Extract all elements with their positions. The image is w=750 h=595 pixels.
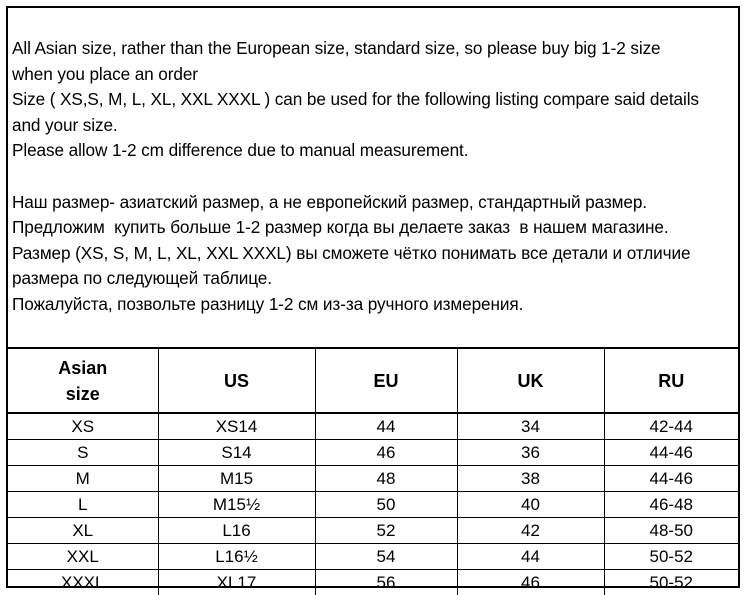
- table-row: [8, 413, 738, 440]
- russian-note-line: Пожалуйста, позвольте разницу 1-2 см из-за ручного измерения.: [12, 292, 736, 318]
- russian-note-line: Предложим купить больше 1-2 размер когда вы делаете заказ в нашем магазине.: [12, 215, 736, 241]
- notes-spacer: [12, 164, 736, 190]
- size-notes: [12, 36, 736, 318]
- cell-ru: 50-52: [604, 544, 738, 570]
- cell-us: XL17: [158, 570, 315, 595]
- cell-ru: 44-46: [604, 466, 738, 492]
- header-ru: RU: [604, 348, 738, 413]
- russian-note-line: Наш размер- азиатский размер, а не европейский размер, стандартный размер.: [12, 190, 736, 216]
- cell-eu: 44: [315, 413, 457, 440]
- header-uk: UK: [457, 348, 604, 413]
- size-chart-frame: [6, 6, 740, 588]
- cell-eu: 56: [315, 570, 457, 595]
- cell-ru: 46-48: [604, 492, 738, 518]
- english-note-line: and your size.: [12, 113, 736, 139]
- cell-eu: 54: [315, 544, 457, 570]
- english-note-line: Size ( XS,S, M, L, XL, XXL XXXL ) can be used for the following listing compare said details: [12, 87, 736, 113]
- cell-eu: 50: [315, 492, 457, 518]
- table-row: [8, 518, 738, 544]
- cell-us: XS14: [158, 413, 315, 440]
- cell-asian: XXL: [8, 544, 158, 570]
- russian-note-line: Размер (XS, S, M, L, XL, XXL XXXL) вы сможете чётко понимать все детали и отличие: [12, 241, 736, 267]
- cell-ru: 48-50: [604, 518, 738, 544]
- cell-ru: 50-52: [604, 570, 738, 595]
- table-row: [8, 544, 738, 570]
- cell-ru: 44-46: [604, 440, 738, 466]
- english-note-line: Please allow 1-2 cm difference due to manual measurement.: [12, 138, 736, 164]
- cell-uk: 36: [457, 440, 604, 466]
- english-note-line: when you place an order: [12, 62, 736, 88]
- table-row: [8, 492, 738, 518]
- table-row: [8, 570, 738, 595]
- cell-uk: 44: [457, 544, 604, 570]
- header-us: US: [158, 348, 315, 413]
- cell-uk: 34: [457, 413, 604, 440]
- cell-us: L16½: [158, 544, 315, 570]
- cell-asian: XL: [8, 518, 158, 544]
- english-note-line: All Asian size, rather than the European size, standard size, so please buy big 1-2 size: [12, 36, 736, 62]
- cell-us: S14: [158, 440, 315, 466]
- header-eu: EU: [315, 348, 457, 413]
- cell-eu: 52: [315, 518, 457, 544]
- size-table: [8, 347, 738, 595]
- cell-uk: 46: [457, 570, 604, 595]
- cell-asian: S: [8, 440, 158, 466]
- cell-eu: 48: [315, 466, 457, 492]
- cell-uk: 42: [457, 518, 604, 544]
- header-asian-size: [8, 348, 158, 413]
- cell-us: M15½: [158, 492, 315, 518]
- cell-uk: 40: [457, 492, 604, 518]
- cell-uk: 38: [457, 466, 604, 492]
- table-row: [8, 440, 738, 466]
- cell-eu: 46: [315, 440, 457, 466]
- cell-asian: M: [8, 466, 158, 492]
- cell-asian: XS: [8, 413, 158, 440]
- cell-us: L16: [158, 518, 315, 544]
- header-asian-line1: Asian: [58, 358, 107, 378]
- cell-asian: XXXL: [8, 570, 158, 595]
- table-row: [8, 466, 738, 492]
- cell-us: M15: [158, 466, 315, 492]
- header-asian-line2: size: [66, 384, 100, 404]
- size-table-header-row: [8, 348, 738, 413]
- cell-ru: 42-44: [604, 413, 738, 440]
- russian-note-line: размера по следующей таблице.: [12, 266, 736, 292]
- cell-asian: L: [8, 492, 158, 518]
